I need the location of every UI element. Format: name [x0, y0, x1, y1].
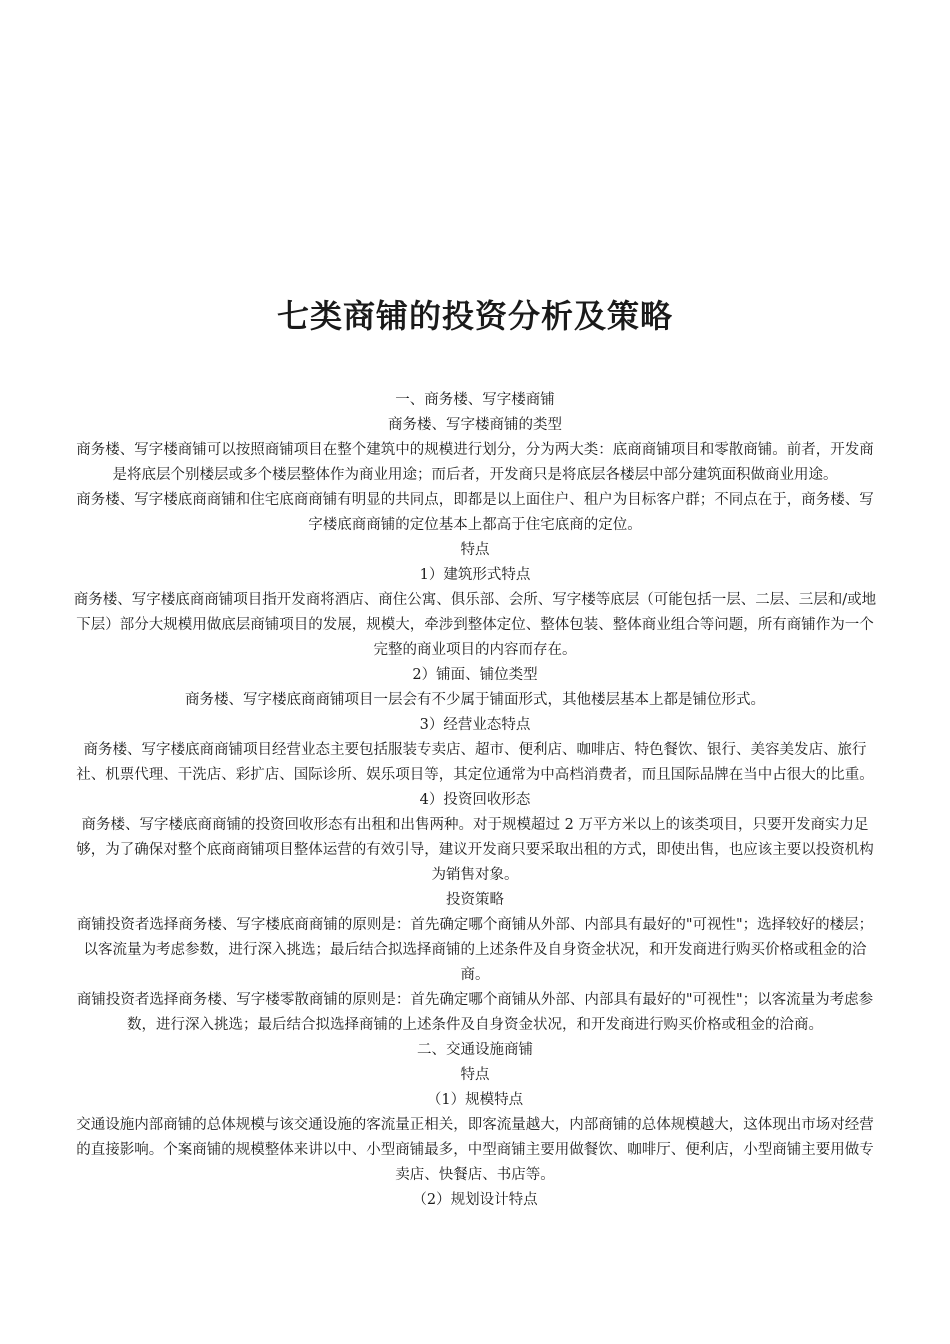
item-heading: 2）铺面、铺位类型 [412, 667, 538, 683]
section-heading: 二、交通设施商铺 [417, 1042, 533, 1058]
body-paragraph: 商务楼、写字楼商铺可以按照商铺项目在整个建筑中的规模进行划分，分为两大类：底商商铺项目和零散商铺。前者，开发商是将底层个别楼层或多个楼层整体作为商业用途；而后者，开发商只是将底层各楼层中部分建筑面积做商业用途。 [76, 442, 874, 483]
body-paragraph: 商铺投资者选择商务楼、写字楼底商商铺的原则是：首先确定哪个商铺从外部、内部具有最好的"可视性"；选择较好的楼层；以客流量为考虑参数，进行深入挑选；最后结合拟选择商铺的上述条件及自身资金状况，和开发商进行购买价格或租金的洽商。 [76, 917, 874, 983]
document-title: 七类商铺的投资分析及策略 [276, 297, 673, 335]
body-paragraph: 商务楼、写字楼底商商铺的投资回收形态有出租和出售两种。对于规模超过 2 万平方米以上的该类项目，只要开发商实力足够，为了确保对整个底商商铺项目整体运营的有效引导，建议开发商只要采取出租的方式，即使出售，也应该主要以投资机构为销售对象。 [76, 817, 874, 883]
item-heading: 1）建筑形式特点 [419, 567, 531, 583]
body-paragraph: 商铺投资者选择商务楼、写字楼零散商铺的原则是：首先确定哪个商铺从外部、内部具有最好的"可视性"；以客流量为考虑参数，进行深入挑选；最后结合拟选择商铺的上述条件及自身资金状况，和开发商进行购买价格或租金的洽商。 [76, 992, 874, 1033]
subsection-heading: 投资策略 [446, 892, 504, 908]
subsection-heading: 特点 [460, 1067, 490, 1083]
body-paragraph: 商务楼、写字楼底商商铺项目指开发商将酒店、商住公寓、俱乐部、会所、写字楼等底层（可能包括一层、二层、三层和/或地下层）部分大规模用做底层商铺项目的发展，规模大，牵涉到整体定位、整体包装、整体商业组合等问题，所有商铺作为一个完整的商业项目的内容而存在。 [73, 592, 877, 658]
subsection-heading: 商务楼、写字楼商铺的类型 [388, 417, 562, 433]
body-paragraph: 商务楼、写字楼底商商铺和住宅底商商铺有明显的共同点，即都是以上面住户、租户为目标客户群；不同点在于，商务楼、写字楼底商商铺的定位基本上都高于住宅底商的定位。 [76, 492, 874, 533]
body-paragraph: 商务楼、写字楼底商商铺项目一层会有不少属于铺面形式，其他楼层基本上都是铺位形式。 [185, 692, 765, 708]
section-heading: 一、商务楼、写字楼商铺 [395, 392, 555, 408]
document-body [72, 388, 878, 1213]
body-paragraph: 商务楼、写字楼底商商铺项目经营业态主要包括服装专卖店、超市、便利店、咖啡店、特色餐饮、银行、美容美发店、旅行社、机票代理、干洗店、彩扩店、国际诊所、娱乐项目等，其定位通常为中高档消费者，而且国际品牌在当中占很大的比重。 [76, 742, 874, 783]
subsection-heading: 特点 [460, 542, 490, 558]
item-heading: 4）投资回收形态 [419, 792, 531, 808]
item-heading: （2）规划设计特点 [412, 1192, 538, 1208]
item-heading: （1）规模特点 [426, 1092, 524, 1108]
item-heading: 3）经营业态特点 [419, 717, 531, 733]
body-paragraph: 交通设施内部商铺的总体规模与该交通设施的客流量正相关，即客流量越大，内部商铺的总体规模越大，这体现出市场对经营的直接影响。个案商铺的规模整体来讲以中、小型商铺最多，中型商铺主要用做餐饮、咖啡厅、便利店，小型商铺主要用做专卖店、快餐店、书店等。 [76, 1117, 874, 1183]
